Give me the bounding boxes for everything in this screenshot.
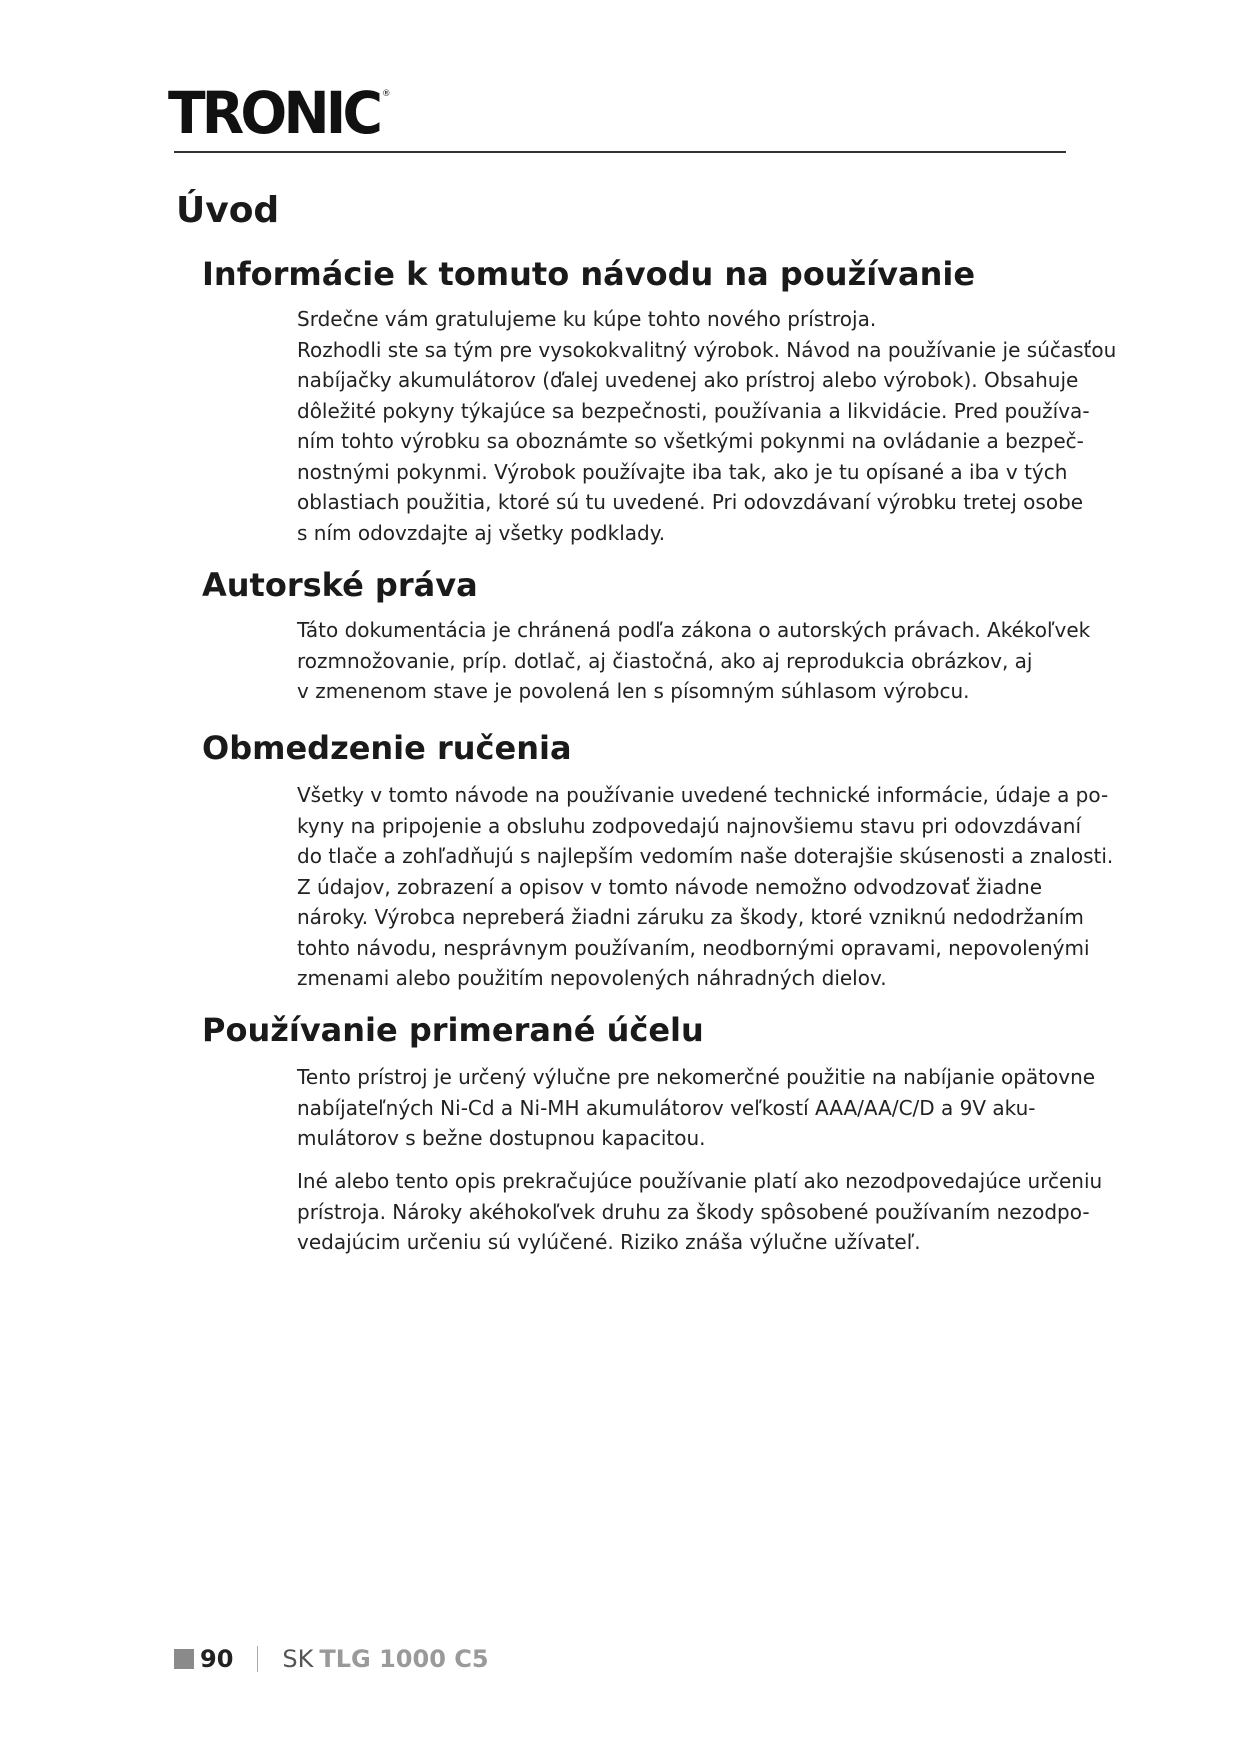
section-heading-info: Informácie k tomuto návodu na používanie <box>202 255 976 293</box>
page-number: 90 <box>200 1645 234 1673</box>
footer-square-icon <box>174 1649 194 1669</box>
brand-logo: TRONIC ® <box>168 79 391 147</box>
section-body-copyright: Táto dokumentácia je chránená podľa zákona o autorských právach. Akékoľvek rozmnožovanie, príp. dotlač, aj čiastočná, ako aj reprodukcia obrázkov, aj v zmenenom stave je povolená len s písomným súhlasom výrobcu. <box>297 618 1091 703</box>
section-heading-intended-use: Používanie primerané účelu <box>202 1011 704 1049</box>
section-heading-copyright: Autorské práva <box>202 566 478 604</box>
section-body-intended-use: Tento prístroj je určený výlučne pre nekomerčné použitie na nabíjanie opätovne nabíjateľných Ni-Cd a Ni-MH akumulátorov veľkostí AAA/AA/C/D a 9V aku- mulátorov s bežne dostupnou kapacitou. <box>297 1065 1096 1150</box>
language-code: SK <box>282 1645 314 1673</box>
model-name: TLG 1000 C5 <box>319 1645 489 1673</box>
page-title: Úvod <box>176 190 280 231</box>
section-body-intended-use-2: Iné alebo tento opis prekračujúce používanie platí ako nezodpovedajúce určeniu prístroja. Nároky akéhokoľvek druhu za škody spôsobené používaním nezodpo- vedajúcim určeniu sú vylúčené. Riziko znáša výlučne užívateľ. <box>297 1169 1103 1254</box>
header-divider <box>174 151 1066 153</box>
section-heading-liability: Obmedzenie ručenia <box>202 729 572 767</box>
footer-divider <box>257 1646 258 1672</box>
section-body-liability: Všetky v tomto návode na používanie uvedené technické informácie, údaje a po- kyny na pripojenie a obsluhu zodpovedajú najnovšiemu stavu pri odovzdávaní do tlače a zohľadňujú s najlepším vedomím naše doterajšie skúsenosti a znalosti. Z údajov, zobrazení a opisov v tomto návode nemožno odvodzovať žiadne nároky. Výrobca nepreberá žiadni záruku za škody, ktoré vzniknú nedodržaním tohto návodu, nesprávnym používaním, neodbornými opravami, nepovolenými zmenami alebo použitím nepovolených náhradných dielov. <box>297 783 1114 990</box>
section-body-info: Srdečne vám gratulujeme ku kúpe tohto nového prístroja. Rozhodli ste sa tým pre vysokokvalitný výrobok. Návod na používanie je súčasťou nabíjačky akumulátorov (ďalej uvedenej ako prístroj alebo výrobok). Obsahuje dôležité pokyny týkajúce sa bezpečnosti, používania a likvidácie. Pred používa- ním tohto výrobku sa oboznámte so všetkými pokynmi na ovládanie a bezpeč- nostnými pokynmi. Výrobok používajte iba tak, ako je tu opísané a iba v tých oblastiach použitia, ktoré sú tu uvedené. Pri odovzdávaní výrobku tretej osobe s ním odovzdajte aj všetky podklady. <box>297 307 1117 545</box>
page-footer <box>174 1645 489 1673</box>
